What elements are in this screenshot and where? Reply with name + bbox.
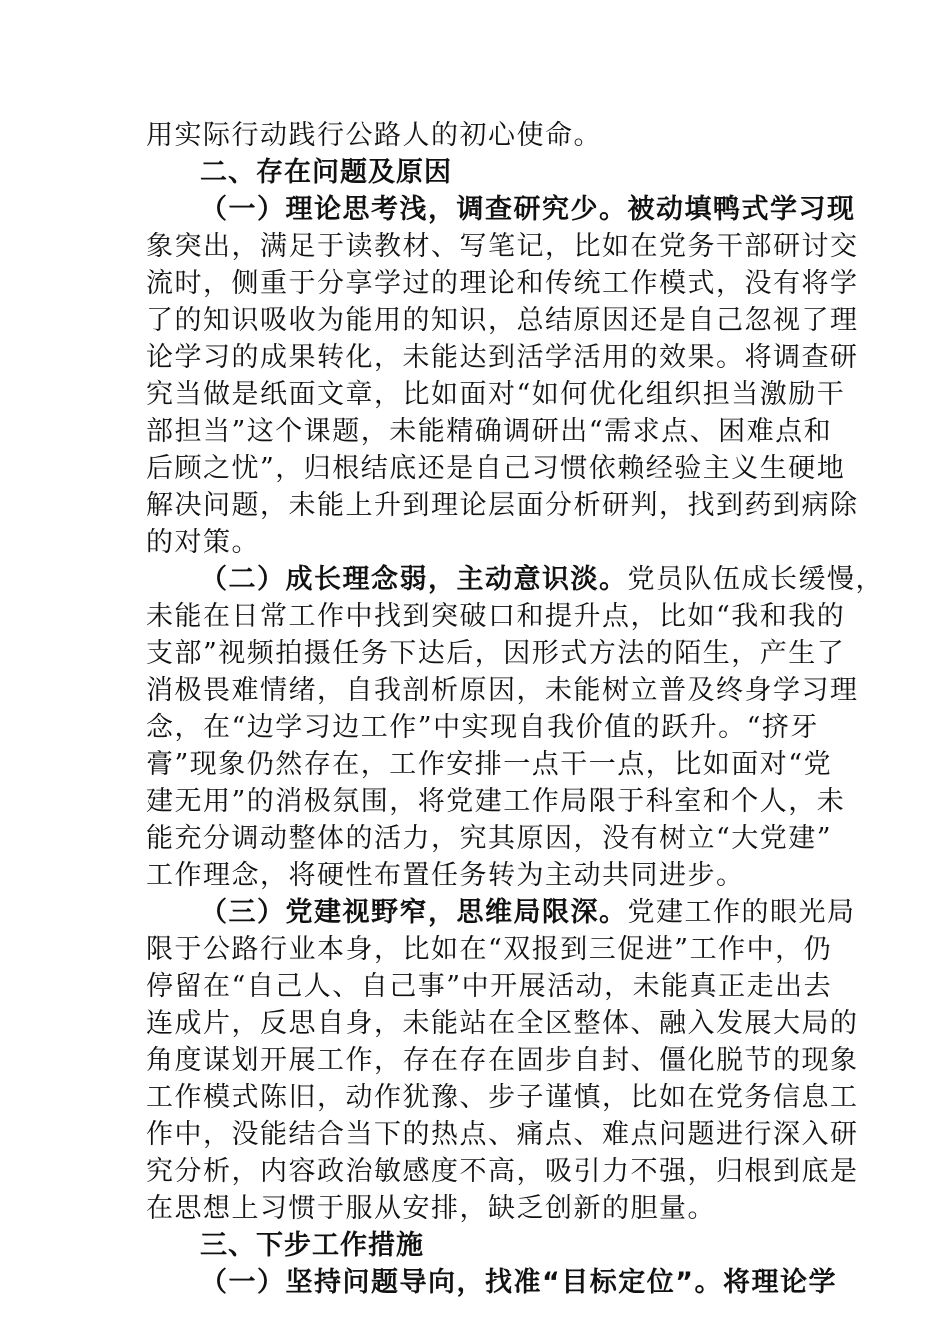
subsection-heading-line: （一）理论思考浅，调查研究少。被动填鸭式学习现 bbox=[200, 194, 856, 225]
paragraph-line: 能充分调动整体的活力，究其原因，没有树立“大党建” bbox=[146, 823, 833, 854]
paragraph-line: 连成片，反思自身，未能站在全区整体、融入发展大局的 bbox=[146, 1008, 859, 1039]
paragraph-line: 用实际行动践行公路人的初心使命。 bbox=[146, 120, 602, 151]
paragraph-line: 作中，没能结合当下的热点、痛点、难点问题进行深入研 bbox=[146, 1119, 859, 1150]
paragraph-line: 部担当”这个课题，未能精确调研出“需求点、困难点和 bbox=[146, 416, 833, 447]
paragraph-line: 流时，侧重于分享学过的理论和传统工作模式，没有将学 bbox=[146, 268, 859, 299]
paragraph-line: 工作模式陈旧，动作犹豫、步子谨慎，比如在党务信息工 bbox=[146, 1082, 859, 1113]
subsection-heading: （二）成长理念弱，主动意识淡。 bbox=[200, 564, 628, 595]
paragraph-line: 的对策。 bbox=[146, 527, 260, 558]
section-heading: 三、下步工作措施 bbox=[200, 1230, 424, 1261]
paragraph-line bbox=[200, 562, 884, 598]
paragraph-line: 象突出，满足于读教材、写笔记，比如在党务干部研讨交 bbox=[146, 231, 859, 262]
paragraph-line: 工作理念，将硬性布置任务转为主动共同进步。 bbox=[146, 860, 745, 891]
paragraph-line: 在思想上习惯于服从安排，缺乏创新的胆量。 bbox=[146, 1193, 716, 1224]
paragraph-line: 后顾之忧”，归根结底还是自己习惯依赖经验主义生硬地 bbox=[146, 453, 846, 484]
section-heading: 二、存在问题及原因 bbox=[200, 157, 452, 188]
paragraph-line: 膏”现象仍然存在，工作安排一点干一点，比如面对“党 bbox=[146, 749, 833, 780]
paragraph-line: 念，在“边学习边工作”中实现自我价值的跃升。“挤牙 bbox=[146, 712, 819, 743]
paragraph-line: 解决问题，未能上升到理论层面分析研判，找到药到病除 bbox=[146, 490, 859, 521]
paragraph-text: 党员队伍成长缓慢， bbox=[627, 564, 884, 595]
paragraph-line: 未能在日常工作中找到突破口和提升点，比如“我和我的 bbox=[146, 601, 846, 632]
paragraph-text: 党建工作的眼光局 bbox=[627, 897, 856, 928]
subsection-heading: （三）党建视野窄，思维局限深。 bbox=[200, 897, 628, 928]
paragraph-line: 究分析，内容政治敏感度不高，吸引力不强，归根到底是 bbox=[146, 1156, 859, 1187]
paragraph-line: 支部”视频拍摄任务下达后，因形式方法的陌生，产生了 bbox=[146, 638, 846, 669]
paragraph-line: 究当做是纸面文章，比如面对“如何优化组织担当激励干 bbox=[146, 379, 846, 410]
paragraph-line: 论学习的成果转化，未能达到活学活用的效果。将调查研 bbox=[146, 342, 859, 373]
paragraph-line: 建无用”的消极氛围，将党建工作局限于科室和个人，未 bbox=[146, 786, 846, 817]
paragraph-line: 角度谋划开展工作，存在存在固步自封、僵化脱节的现象 bbox=[146, 1045, 859, 1076]
paragraph-line: 消极畏难情绪，自我剖析原因，未能树立普及终身学习理 bbox=[146, 675, 859, 706]
paragraph-line bbox=[200, 895, 856, 931]
paragraph-line: 了的知识吸收为能用的知识，总结原因还是自己忽视了理 bbox=[146, 305, 859, 336]
subsection-heading-line: （一）坚持问题导向，找准“目标定位”。将理论学 bbox=[200, 1267, 837, 1298]
paragraph-line: 停留在“自己人、自己事”中开展活动，未能真正走出去 bbox=[146, 971, 833, 1002]
paragraph-line: 限于公路行业本身，比如在“双报到三促进”工作中，仍 bbox=[146, 934, 833, 965]
